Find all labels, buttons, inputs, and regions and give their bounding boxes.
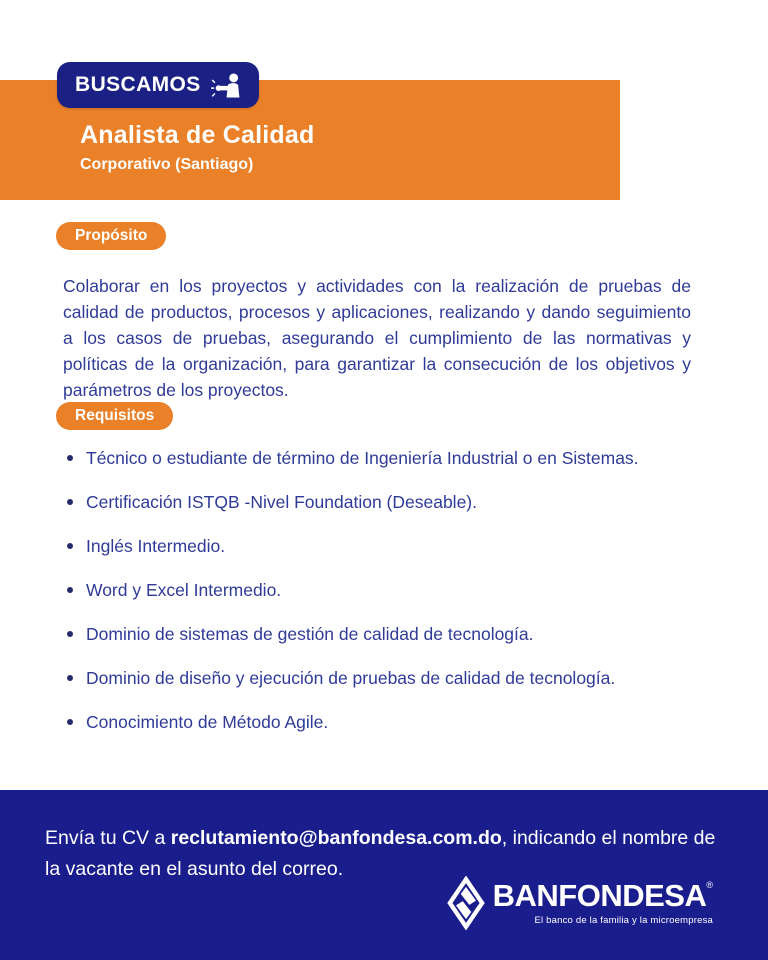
section-label-purpose xyxy=(56,222,166,250)
cta-prefix: Envía tu CV a xyxy=(45,826,171,849)
registered-mark: ® xyxy=(706,880,713,890)
requirements-list xyxy=(64,448,684,756)
requirements-pill-label: Requisitos xyxy=(75,407,155,424)
logo-wordmark: BANFONDESA xyxy=(492,878,707,913)
list-item: Word y Excel Intermedio. xyxy=(64,580,684,600)
purpose-pill-label: Propósito xyxy=(75,227,148,244)
recruitment-email: reclutamiento@banfondesa.com.do xyxy=(170,826,502,849)
footer-bar xyxy=(0,790,768,960)
banfondesa-logo xyxy=(447,876,713,930)
purpose-body: Colaborar en los proyectos y actividades con la realización de pruebas de calidad de productos, procesos y aplicaciones, realizando y dando seguimiento a los casos de pruebas, asegurando el cumplimiento de las normativas y políticas de la organización, para garantizar la consecución de los objetivos y parámetros de los proyectos. xyxy=(63,275,691,400)
banfondesa-diamond-icon xyxy=(447,876,485,930)
list-item: Dominio de sistemas de gestión de calidad de tecnología. xyxy=(64,624,684,644)
section-label-requirements xyxy=(56,402,173,430)
list-item: Dominio de diseño y ejecución de pruebas de calidad de tecnología. xyxy=(64,668,684,688)
logo-tagline: El banco de la familia y la microempresa xyxy=(534,915,713,926)
list-item: Inglés Intermedio. xyxy=(64,536,684,556)
buscamos-label: BUSCAMOS xyxy=(75,73,201,96)
cta-suffix: , indicando el nombre de la vacante en el asunto del correo. xyxy=(45,826,716,880)
list-item: Técnico o estudiante de término de Ingeniería Industrial o en Sistemas. xyxy=(64,448,684,468)
list-item: Certificación ISTQB -Nivel Foundation (Deseable). xyxy=(64,492,684,512)
list-item: Conocimiento de Método Agile. xyxy=(64,712,684,732)
page-subtitle: Corporativo (Santiago) xyxy=(80,155,254,173)
buscamos-badge xyxy=(57,62,259,108)
person-announcing-icon xyxy=(211,71,243,99)
page-title: Analista de Calidad xyxy=(80,121,315,149)
